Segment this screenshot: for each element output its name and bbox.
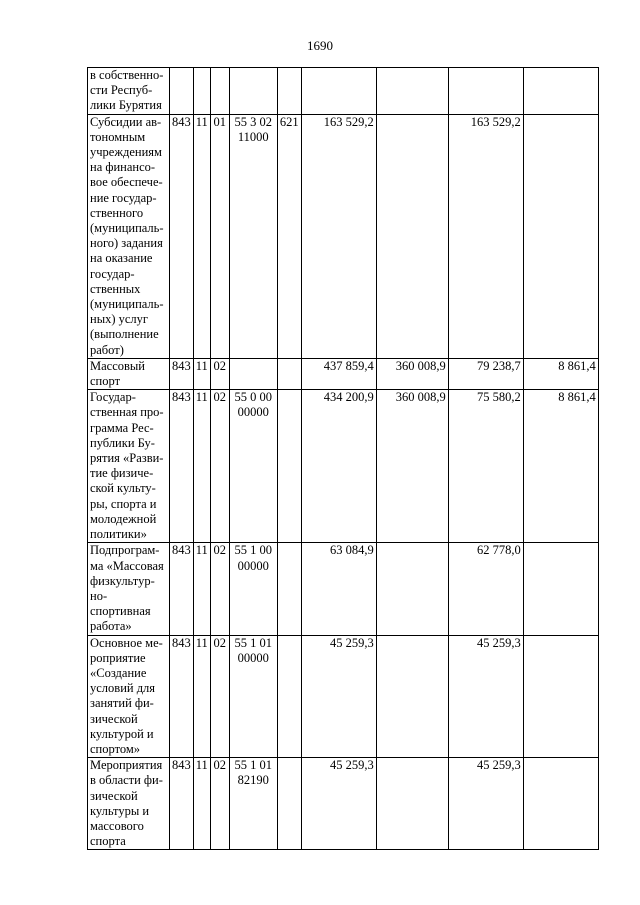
- section-code-cell: [193, 68, 210, 115]
- item-name-line: ственного: [90, 205, 144, 220]
- item-name-line: Подпрограм-: [90, 543, 160, 558]
- ministry-code-cell: 843: [170, 114, 194, 358]
- item-name-cell: [88, 758, 170, 850]
- item-name-cell: [88, 68, 170, 115]
- table-row: [88, 358, 599, 389]
- item-name-line: (муниципаль-: [90, 297, 164, 312]
- table-row: [88, 68, 599, 115]
- expense-type-cell: [277, 390, 301, 543]
- item-name-line: работа»: [90, 619, 132, 634]
- ministry-code-cell: 843: [170, 358, 194, 389]
- item-name-line: ма «Массовая: [90, 558, 164, 573]
- subsection-code-cell: 01: [210, 114, 229, 358]
- total-amount-cell: 45 259,3: [301, 758, 376, 850]
- item-name-line: Субсидии ав-: [90, 114, 162, 129]
- target-code-cell: [229, 758, 277, 850]
- expense-type-cell: [277, 68, 301, 115]
- item-name-line: государ-: [90, 266, 135, 281]
- target-code-line: 00000: [237, 650, 269, 665]
- item-name-line: культурой и: [90, 726, 154, 741]
- item-name-line: Массовый: [90, 358, 145, 373]
- table-row: [88, 114, 599, 358]
- item-name-cell: [88, 635, 170, 758]
- ministry-code-cell: 843: [170, 543, 194, 635]
- amount-col-2-cell: [448, 68, 523, 115]
- target-code-cell: [229, 635, 277, 758]
- section-code-cell: 11: [193, 758, 210, 850]
- amount-col-3-cell: [523, 68, 598, 115]
- item-name-line: лики Бурятия: [90, 98, 162, 113]
- amount-col-2-cell: 75 580,2: [448, 390, 523, 543]
- amount-col-1-cell: 360 008,9: [376, 358, 448, 389]
- item-name-line: массового: [90, 818, 144, 833]
- item-name-line: спорта: [90, 834, 126, 849]
- ministry-code-cell: [170, 68, 194, 115]
- amount-col-3-cell: [523, 543, 598, 635]
- item-name-line: публики Бу-: [90, 435, 155, 450]
- item-name-line: зической: [90, 711, 138, 726]
- item-name-line: физкультур-: [90, 573, 155, 588]
- amount-col-2-cell: 62 778,0: [448, 543, 523, 635]
- section-code-cell: 11: [193, 543, 210, 635]
- target-code-cell: [229, 68, 277, 115]
- item-name-cell: [88, 114, 170, 358]
- subsection-code-cell: [210, 68, 229, 115]
- item-name-line: грамма Рес-: [90, 420, 154, 435]
- target-code-cell: [229, 390, 277, 543]
- item-name-line: ственная про-: [90, 405, 164, 420]
- target-code-line: 55 0 00: [234, 390, 273, 405]
- total-amount-cell: 45 259,3: [301, 635, 376, 758]
- target-code-line: 00000: [237, 558, 269, 573]
- amount-col-3-cell: 8 861,4: [523, 358, 598, 389]
- section-code-cell: 11: [193, 635, 210, 758]
- total-amount-cell: 63 084,9: [301, 543, 376, 635]
- item-name-line: ры, спорта и: [90, 496, 157, 511]
- amount-col-2-cell: 45 259,3: [448, 758, 523, 850]
- item-name-line: молодежной: [90, 511, 157, 526]
- subsection-code-cell: 02: [210, 358, 229, 389]
- target-code-line: 11000: [237, 129, 269, 144]
- total-amount-cell: [301, 68, 376, 115]
- item-name-line: спорт: [90, 374, 121, 389]
- target-code-line: 55 1 01: [234, 758, 273, 773]
- item-name-line: рятия «Разви-: [90, 451, 164, 466]
- expense-type-cell: [277, 758, 301, 850]
- page-number: 1690: [307, 38, 333, 53]
- item-name-line: Мероприятия: [90, 758, 163, 773]
- item-name-line: ного) задания: [90, 236, 163, 251]
- item-name-line: тономным: [90, 129, 146, 144]
- item-name-cell: [88, 390, 170, 543]
- target-code-cell: [229, 543, 277, 635]
- item-name-line: зической: [90, 788, 138, 803]
- item-name-line: вое обеспече-: [90, 175, 163, 190]
- item-name-line: ние государ-: [90, 190, 157, 205]
- item-name-line: тие физиче-: [90, 466, 154, 481]
- amount-col-1-cell: 360 008,9: [376, 390, 448, 543]
- total-amount-cell: 434 200,9: [301, 390, 376, 543]
- item-name-line: (муниципаль-: [90, 221, 164, 236]
- expense-type-cell: 621: [277, 114, 301, 358]
- expense-type-cell: [277, 635, 301, 758]
- target-code-line: 82190: [237, 773, 269, 788]
- section-code-cell: 11: [193, 390, 210, 543]
- target-code-line: 55 1 00: [234, 543, 273, 558]
- ministry-code-cell: 843: [170, 758, 194, 850]
- item-name-line: ской культу-: [90, 481, 156, 496]
- ministry-code-cell: 843: [170, 635, 194, 758]
- item-name-line: (выполнение: [90, 327, 159, 342]
- item-name-line: Государ-: [90, 390, 136, 405]
- amount-col-1-cell: [376, 758, 448, 850]
- item-name-cell: [88, 543, 170, 635]
- item-name-line: политики»: [90, 527, 147, 542]
- item-name-line: «Создание: [90, 665, 147, 680]
- amount-col-3-cell: [523, 114, 598, 358]
- item-name-line: в собственно-: [90, 68, 164, 82]
- section-code-cell: 11: [193, 358, 210, 389]
- item-name-line: спортивная: [90, 604, 151, 619]
- amount-col-3-cell: [523, 758, 598, 850]
- item-name-line: сти Респуб-: [90, 83, 153, 98]
- amount-col-3-cell: 8 861,4: [523, 390, 598, 543]
- item-name-line: в области фи-: [90, 773, 163, 788]
- subsection-code-cell: 02: [210, 543, 229, 635]
- item-name-line: работ): [90, 342, 124, 357]
- item-name-line: Основное ме-: [90, 635, 163, 650]
- target-code-cell: [229, 358, 277, 389]
- item-name-line: ственных: [90, 281, 141, 296]
- item-name-line: на оказание: [90, 251, 153, 266]
- item-name-cell: [88, 358, 170, 389]
- table-row: [88, 390, 599, 543]
- item-name-line: культуры и: [90, 803, 150, 818]
- budget-table-body: [88, 68, 599, 850]
- amount-col-1-cell: [376, 543, 448, 635]
- amount-col-2-cell: 163 529,2: [448, 114, 523, 358]
- amount-col-1-cell: [376, 68, 448, 115]
- amount-col-1-cell: [376, 635, 448, 758]
- item-name-line: условий для: [90, 681, 156, 696]
- amount-col-2-cell: 79 238,7: [448, 358, 523, 389]
- item-name-line: занятий фи-: [90, 696, 154, 711]
- section-code-cell: 11: [193, 114, 210, 358]
- expense-type-cell: [277, 543, 301, 635]
- table-row: [88, 635, 599, 758]
- amount-col-3-cell: [523, 635, 598, 758]
- target-code-line: 00000: [237, 405, 269, 420]
- budget-table: [87, 67, 599, 850]
- ministry-code-cell: 843: [170, 390, 194, 543]
- item-name-line: на финансо-: [90, 160, 156, 175]
- amount-col-1-cell: [376, 114, 448, 358]
- subsection-code-cell: 02: [210, 635, 229, 758]
- target-code-line: 55 3 02: [234, 114, 273, 129]
- total-amount-cell: 163 529,2: [301, 114, 376, 358]
- subsection-code-cell: 02: [210, 758, 229, 850]
- amount-col-2-cell: 45 259,3: [448, 635, 523, 758]
- table-row: [88, 758, 599, 850]
- expense-type-cell: [277, 358, 301, 389]
- item-name-line: ных) услуг: [90, 312, 149, 327]
- table-row: [88, 543, 599, 635]
- total-amount-cell: 437 859,4: [301, 358, 376, 389]
- item-name-line: спортом»: [90, 741, 141, 756]
- target-code-line: 55 1 01: [234, 635, 273, 650]
- target-code-cell: [229, 114, 277, 358]
- item-name-line: учреждениям: [90, 145, 162, 160]
- subsection-code-cell: 02: [210, 390, 229, 543]
- item-name-line: роприятие: [90, 650, 146, 665]
- item-name-line: но-: [90, 588, 108, 603]
